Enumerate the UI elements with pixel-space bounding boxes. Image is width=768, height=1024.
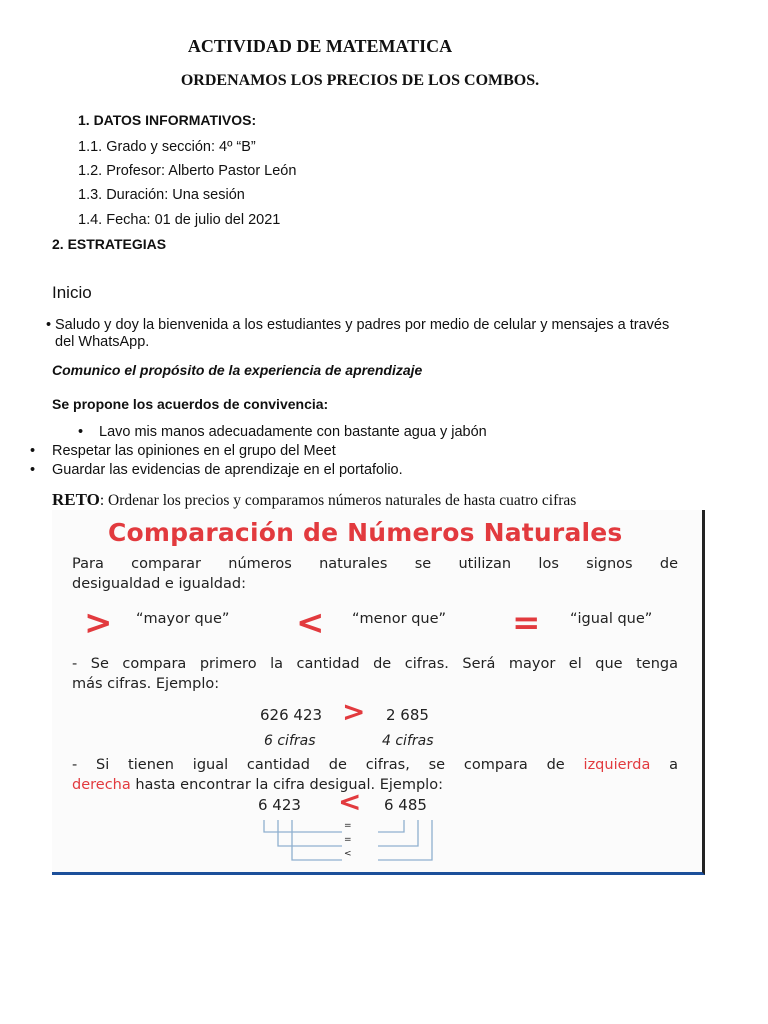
rule2-derecha: derecha <box>72 777 131 793</box>
example2-right-number: 6 485 <box>384 796 427 814</box>
sign-label-mayor: “mayor que” <box>136 611 230 627</box>
estrategias-heading: 2. ESTRATEGIAS <box>52 236 167 252</box>
agreements-heading: Se propone los acuerdos de convivencia: <box>52 396 329 412</box>
inicio-heading: Inicio <box>52 283 92 302</box>
datos-heading: 1. DATOS INFORMATIVOS: <box>78 112 257 128</box>
agreement-item: Respetar las opiniones en el grupo del Meet <box>52 443 336 459</box>
sign-label-menor: “menor que” <box>352 611 447 627</box>
image-title: Comparación de Números Naturales <box>108 518 623 547</box>
rule2-text-a: - Si tienen igual cantidad de cifras, se compara de <box>72 757 565 773</box>
rule1-line-2: más cifras. Ejemplo: <box>72 676 220 692</box>
datos-duracion: 1.3. Duración: Una sesión <box>78 187 245 203</box>
reto-label: RETO <box>52 490 100 509</box>
connector-mark: = <box>344 821 352 831</box>
rule2-line-2 <box>72 777 443 793</box>
bullet-dot: • <box>46 317 52 333</box>
agreement-item: Guardar las evidencias de aprendizaje en el portafolio. <box>52 462 403 478</box>
datos-profesor: 1.2. Profesor: Alberto Pastor León <box>78 163 297 179</box>
agreement-item: Lavo mis manos adecuadamente con bastante agua y jabón <box>99 424 487 440</box>
sign-label-igual: “igual que” <box>570 611 653 627</box>
intro-line-2: desigualdad e igualdad: <box>72 576 246 592</box>
bullet-dot: • <box>78 424 84 440</box>
connector-mark: = <box>344 835 352 845</box>
datos-fecha: 1.4. Fecha: 01 de julio del 2021 <box>78 212 281 228</box>
document-title: ACTIVIDAD DE MATEMATICA <box>187 36 453 56</box>
rule2-text-c: hasta encontrar la cifra desigual. Ejemplo: <box>130 777 443 793</box>
intro-line-1: Para comparar números naturales se utilizan los signos de <box>72 556 678 572</box>
datos-grado: 1.1. Grado y sección: 4º “B” <box>78 139 256 155</box>
example1-right-number: 2 685 <box>386 706 429 724</box>
purpose-statement: Comunico el propósito de la experiencia de aprendizaje <box>52 362 423 378</box>
example1-left-note: 6 cifras <box>264 733 316 749</box>
rule1-line-1: - Se compara primero la cantidad de cifras. Será mayor el que tenga <box>72 656 678 672</box>
bullet-dot: • <box>30 443 36 459</box>
less-than-icon: < <box>296 603 325 643</box>
digit-comparison-connectors <box>252 816 452 872</box>
reto-text: : Ordenar los precios y comparamos números naturales de hasta cuatro cifras <box>99 492 577 509</box>
rule2-izquierda: izquierda <box>583 757 651 773</box>
rule2-line-1 <box>72 757 678 773</box>
example1-right-note: 4 cifras <box>382 733 434 749</box>
equals-icon: = <box>512 603 541 643</box>
bullet-dot: • <box>30 462 36 478</box>
less-than-icon: < <box>338 785 362 818</box>
rule2-text-b: a <box>669 757 679 773</box>
greater-than-icon: > <box>84 603 113 643</box>
connector-mark: < <box>344 849 352 859</box>
document-subtitle: ORDENAMOS LOS PRECIOS DE LOS COMBOS. <box>180 72 540 89</box>
greeting-line-2: del WhatsApp. <box>55 334 150 350</box>
greater-than-icon: > <box>342 695 366 728</box>
example1-left-number: 626 423 <box>260 706 323 724</box>
reto-line <box>52 490 576 510</box>
greeting-line-1: Saludo y doy la bienvenida a los estudiantes y padres por medio de celular y mensajes a través <box>55 317 670 333</box>
comparison-image <box>52 510 705 875</box>
example2-left-number: 6 423 <box>258 796 301 814</box>
